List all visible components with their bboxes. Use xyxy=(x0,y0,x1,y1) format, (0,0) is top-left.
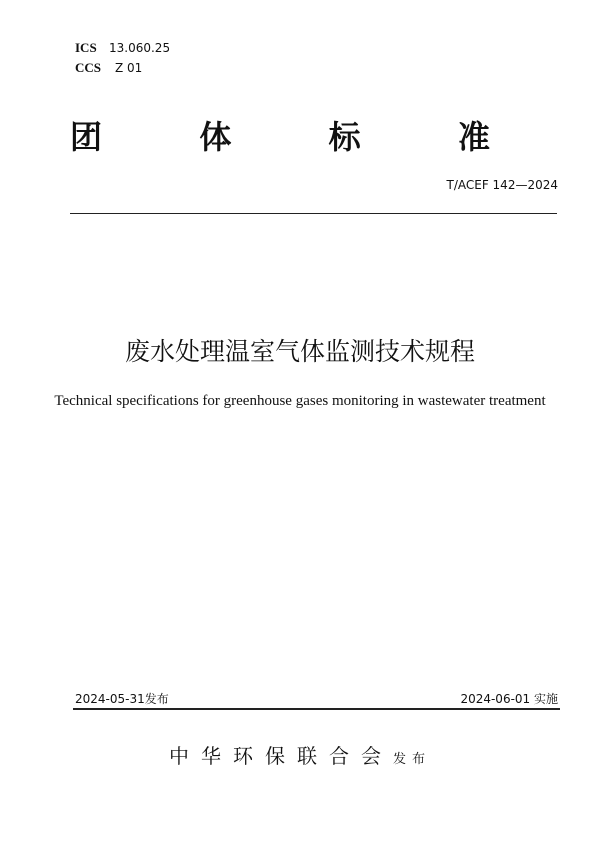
ccs-line xyxy=(75,60,142,76)
ics-line xyxy=(75,40,170,56)
ics-value: 13.060.25 xyxy=(109,41,171,55)
effective-date: 2024-06-01 实施 xyxy=(460,692,558,706)
release-date: 2024-05-31发布 xyxy=(75,692,169,706)
publisher-suffix: 发布 xyxy=(392,752,431,767)
standard-code: T/ACEF 142—2024 xyxy=(446,178,558,192)
ccs-label: CCS xyxy=(75,60,102,75)
publisher: 中华环保联合会 xyxy=(168,744,393,768)
ics-label: ICS xyxy=(75,40,97,55)
title-english: Technical specifications for greenhouse gases monitoring in wastewater treatment xyxy=(54,393,546,409)
kind-char: 准 xyxy=(457,118,490,156)
standard-kind xyxy=(70,112,490,158)
title-chinese: 废水处理温室气体监测技术规程 xyxy=(124,337,475,366)
bottom-divider xyxy=(73,708,560,710)
kind-char: 团 xyxy=(70,118,103,156)
ccs-value: Z 01 xyxy=(115,61,143,75)
publisher-line xyxy=(0,740,600,769)
kind-char: 体 xyxy=(199,118,232,156)
kind-char: 标 xyxy=(328,118,361,156)
top-divider xyxy=(70,213,557,214)
